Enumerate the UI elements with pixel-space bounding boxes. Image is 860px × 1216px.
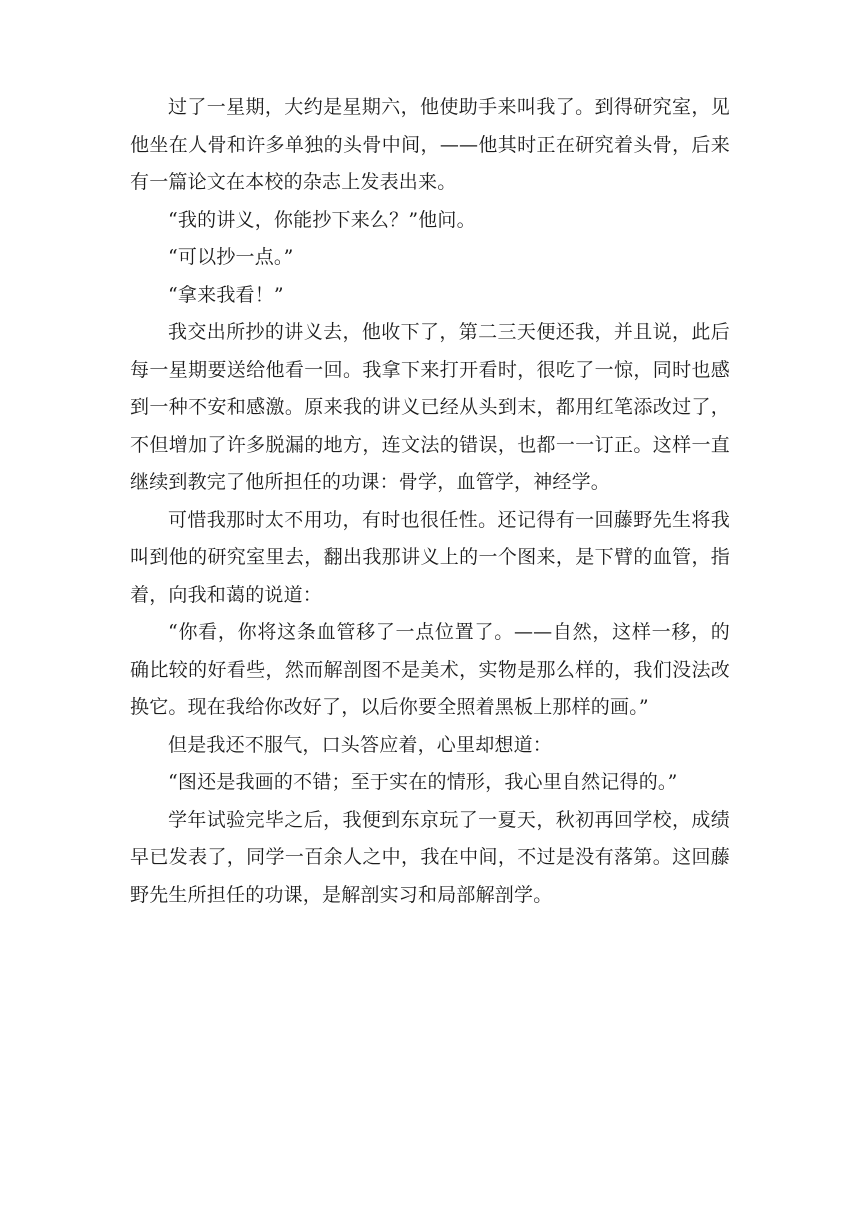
paragraph-5: 我交出所抄的讲义去，他收下了，第二三天便还我，并且说，此后每一星期要送给他看一回。我拿下来打开看时，很吃了一惊，同时也感到一种不安和感激。原来我的讲义已经从头到末，都用红笔添改过了，不但增加了许多脱漏的地方，连文法的错误，也都一一订正。这样一直继续到教完了他所担任的功课：骨学，血管学，神经学。: [130, 321, 730, 493]
paragraph-10: 学年试验完毕之后，我便到东京玩了一夏天，秋初再回学校，成绩早已发表了，同学一百余人之中，我在中间，不过是没有落第。这回藤野先生所担任的功课，是解剖实习和局部解剖学。: [130, 808, 730, 906]
paragraph-7: “你看，你将这条血管移了一点位置了。——自然，这样一移，的确比较的好看些，然而解剖图不是美术，实物是那么样的，我们没法改换它。现在我给你改好了，以后你要全照着黑板上那样的画。”: [130, 621, 730, 718]
paragraph-8: 但是我还不服气，口头答应着，心里却想道：: [168, 733, 553, 756]
paragraph-6: 可惜我那时太不用功，有时也很任性。还记得有一回藤野先生将我叫到他的研究室里去，翻出我那讲义上的一个图来，是下臂的血管，指着，向我和蔼的说道：: [130, 508, 730, 606]
paragraph-4: “拿来我看！”: [168, 283, 284, 306]
document-body: [130, 89, 730, 914]
paragraph-9: “图还是我画的不错；至于实在的情形，我心里自然记得的。”: [168, 771, 678, 793]
paragraph-2: “我的讲义，你能抄下来么？”他问。: [168, 208, 476, 231]
paragraph-1: 过了一星期，大约是星期六，他使助手来叫我了。到得研究室，见他坐在人骨和许多单独的头骨中间，——他其时正在研究着头骨，后来有一篇论文在本校的杂志上发表出来。: [130, 96, 730, 193]
paragraph-3: “可以抄一点。”: [168, 246, 294, 268]
